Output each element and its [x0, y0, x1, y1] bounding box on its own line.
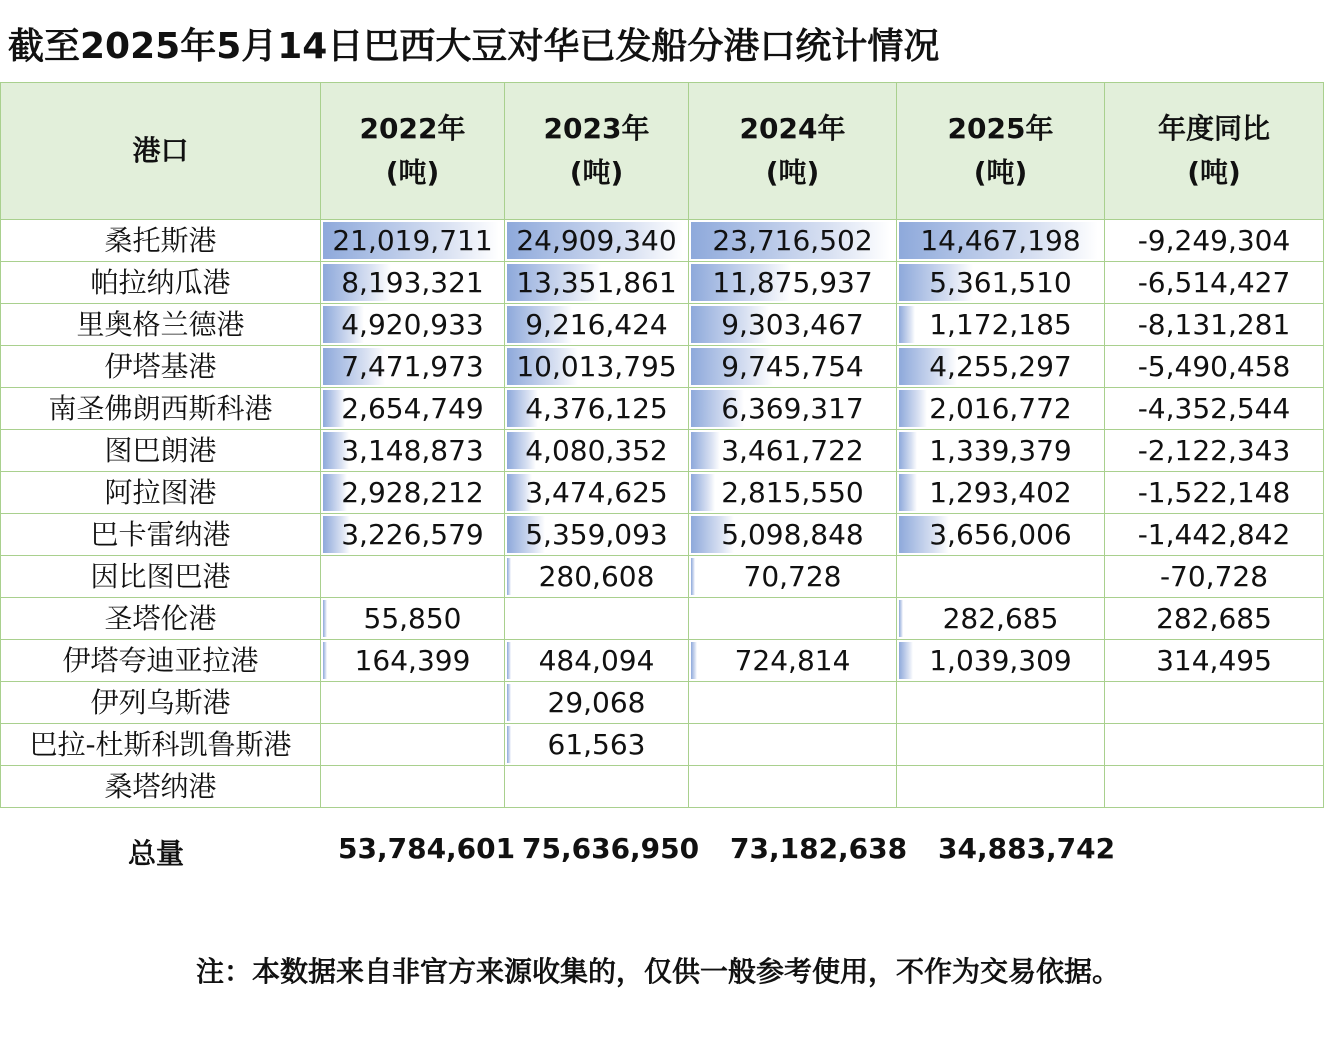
cell-y2025 — [897, 472, 1105, 514]
cell-y2022 — [321, 304, 505, 346]
cell-value: 8,193,321 — [341, 266, 484, 299]
cell-y2023 — [505, 766, 689, 808]
header-row — [1, 83, 1324, 220]
data-bar — [899, 600, 903, 637]
header-yoy: 年度同比 (吨) — [1105, 83, 1324, 220]
table-row — [1, 556, 1324, 598]
port-name: 伊塔夸迪亚拉港 — [1, 640, 321, 682]
cell-yoy: -70,728 — [1105, 556, 1324, 598]
cell-y2024 — [689, 556, 897, 598]
cell-y2025 — [897, 346, 1105, 388]
cell-y2024 — [689, 724, 897, 766]
cell-y2023 — [505, 724, 689, 766]
cell-value: 280,608 — [538, 560, 655, 593]
data-bar — [507, 558, 511, 595]
cell-yoy: -8,131,281 — [1105, 304, 1324, 346]
table-row — [1, 766, 1324, 808]
cell-yoy: -1,442,842 — [1105, 514, 1324, 556]
cell-y2024 — [689, 388, 897, 430]
cell-y2022 — [321, 388, 505, 430]
cell-y2025 — [897, 724, 1105, 766]
cell-yoy: 314,495 — [1105, 640, 1324, 682]
cell-y2022 — [321, 472, 505, 514]
cell-value: 2,654,749 — [341, 392, 484, 425]
cell-y2022 — [321, 682, 505, 724]
cell-value: 23,716,502 — [712, 224, 873, 257]
cell-yoy: -5,490,458 — [1105, 346, 1324, 388]
cell-y2024 — [689, 766, 897, 808]
table-row — [1, 724, 1324, 766]
table-row — [1, 472, 1324, 514]
table-row — [1, 304, 1324, 346]
data-bar — [899, 306, 915, 343]
cell-y2025 — [897, 640, 1105, 682]
data-bar — [507, 642, 511, 679]
total-2022: 53,784,601 — [338, 832, 516, 865]
totals-row — [0, 832, 1323, 876]
cell-y2023 — [505, 472, 689, 514]
cell-value: 9,216,424 — [525, 308, 668, 341]
cell-value: 1,293,402 — [929, 476, 1072, 509]
cell-value: 4,255,297 — [929, 350, 1072, 383]
cell-value: 1,039,309 — [929, 644, 1072, 677]
port-name: 里奥格兰德港 — [1, 304, 321, 346]
cell-y2024 — [689, 304, 897, 346]
port-name: 圣塔伦港 — [1, 598, 321, 640]
data-bar — [899, 642, 913, 679]
cell-value: 5,361,510 — [929, 266, 1072, 299]
cell-y2024 — [689, 598, 897, 640]
data-bar — [507, 684, 511, 721]
data-bar — [507, 726, 511, 763]
port-name: 阿拉图港 — [1, 472, 321, 514]
table-row — [1, 640, 1324, 682]
total-2023: 75,636,950 — [522, 832, 700, 865]
cell-value: 13,351,861 — [516, 266, 677, 299]
cell-value: 9,745,754 — [721, 350, 864, 383]
port-name: 因比图巴港 — [1, 556, 321, 598]
cell-value: 6,369,317 — [721, 392, 864, 425]
cell-y2022 — [321, 346, 505, 388]
cell-y2022 — [321, 640, 505, 682]
cell-y2022 — [321, 724, 505, 766]
cell-value: 9,303,467 — [721, 308, 864, 341]
cell-y2024 — [689, 430, 897, 472]
cell-y2023 — [505, 556, 689, 598]
port-statistics-table — [0, 82, 1324, 808]
data-bar — [899, 390, 927, 427]
page-title: 截至2025年5月14日巴西大豆对华已发船分港口统计情况 — [8, 26, 940, 67]
cell-value: 4,376,125 — [525, 392, 668, 425]
cell-y2025 — [897, 682, 1105, 724]
cell-y2024 — [689, 220, 897, 262]
table-row — [1, 220, 1324, 262]
cell-y2024 — [689, 472, 897, 514]
cell-y2024 — [689, 682, 897, 724]
cell-value: 21,019,711 — [332, 224, 493, 257]
header-2025: 2025年 (吨) — [897, 83, 1105, 220]
header-port: 港口 — [1, 83, 321, 220]
cell-yoy — [1105, 724, 1324, 766]
cell-value: 2,016,772 — [929, 392, 1072, 425]
cell-y2025 — [897, 766, 1105, 808]
cell-value: 2,815,550 — [721, 476, 864, 509]
header-2022: 2022年 (吨) — [321, 83, 505, 220]
cell-y2023 — [505, 514, 689, 556]
port-name: 南圣佛朗西斯科港 — [1, 388, 321, 430]
cell-y2024 — [689, 262, 897, 304]
cell-value: 3,656,006 — [929, 518, 1072, 551]
cell-y2023 — [505, 388, 689, 430]
cell-y2024 — [689, 514, 897, 556]
cell-value: 2,928,212 — [341, 476, 484, 509]
table-row — [1, 262, 1324, 304]
table-body — [1, 220, 1324, 808]
table-row — [1, 430, 1324, 472]
cell-value: 164,399 — [354, 644, 471, 677]
cell-y2025 — [897, 262, 1105, 304]
port-name: 巴拉-杜斯科凯鲁斯港 — [1, 724, 321, 766]
cell-value: 3,461,722 — [721, 434, 864, 467]
data-bar — [899, 432, 917, 469]
cell-yoy: -1,522,148 — [1105, 472, 1324, 514]
cell-y2023 — [505, 640, 689, 682]
disclaimer-note: 注：本数据来自非官方来源收集的，仅供一般参考使用，不作为交易依据。 — [196, 955, 1121, 988]
cell-value: 70,728 — [743, 560, 842, 593]
port-name: 伊塔基港 — [1, 346, 321, 388]
table-row — [1, 598, 1324, 640]
cell-value: 14,467,198 — [920, 224, 1081, 257]
cell-value: 3,226,579 — [341, 518, 484, 551]
cell-yoy: -6,514,427 — [1105, 262, 1324, 304]
port-name: 桑托斯港 — [1, 220, 321, 262]
cell-value: 3,148,873 — [341, 434, 484, 467]
cell-y2023 — [505, 262, 689, 304]
cell-y2024 — [689, 640, 897, 682]
port-name: 帕拉纳瓜港 — [1, 262, 321, 304]
cell-y2022 — [321, 262, 505, 304]
cell-value: 11,875,937 — [712, 266, 873, 299]
data-bar — [691, 432, 720, 469]
cell-value: 29,068 — [547, 686, 646, 719]
port-name: 巴卡雷纳港 — [1, 514, 321, 556]
cell-value: 4,920,933 — [341, 308, 484, 341]
table-row — [1, 388, 1324, 430]
cell-value: 24,909,340 — [516, 224, 677, 257]
cell-yoy: -9,249,304 — [1105, 220, 1324, 262]
port-name: 伊列乌斯港 — [1, 682, 321, 724]
cell-value: 4,080,352 — [525, 434, 668, 467]
cell-y2023 — [505, 304, 689, 346]
cell-value: 724,814 — [734, 644, 851, 677]
data-bar — [691, 558, 695, 595]
cell-value: 3,474,625 — [525, 476, 668, 509]
cell-y2023 — [505, 598, 689, 640]
cell-value: 7,471,973 — [341, 350, 484, 383]
cell-value: 5,098,848 — [721, 518, 864, 551]
cell-y2022 — [321, 514, 505, 556]
table-row — [1, 514, 1324, 556]
totals-label: 总量 — [128, 837, 185, 870]
total-2025: 34,883,742 — [938, 832, 1116, 865]
data-bar — [691, 642, 697, 679]
cell-yoy: 282,685 — [1105, 598, 1324, 640]
cell-y2025 — [897, 304, 1105, 346]
cell-value: 282,685 — [942, 602, 1059, 635]
cell-y2023 — [505, 346, 689, 388]
data-bar — [323, 600, 327, 637]
cell-y2023 — [505, 430, 689, 472]
cell-y2023 — [505, 682, 689, 724]
data-bar — [323, 642, 327, 679]
cell-y2023 — [505, 220, 689, 262]
cell-y2025 — [897, 514, 1105, 556]
table-row — [1, 346, 1324, 388]
cell-value: 10,013,795 — [516, 350, 677, 383]
cell-value: 61,563 — [547, 728, 646, 761]
cell-yoy — [1105, 682, 1324, 724]
cell-yoy: -2,122,343 — [1105, 430, 1324, 472]
cell-y2022 — [321, 430, 505, 472]
cell-value: 55,850 — [363, 602, 462, 635]
cell-y2025 — [897, 556, 1105, 598]
cell-value: 5,359,093 — [525, 518, 668, 551]
cell-value: 1,339,379 — [929, 434, 1072, 467]
header-2024: 2024年 (吨) — [689, 83, 897, 220]
total-2024: 73,182,638 — [730, 832, 908, 865]
cell-yoy: -4,352,544 — [1105, 388, 1324, 430]
port-name: 图巴朗港 — [1, 430, 321, 472]
data-bar — [691, 474, 715, 511]
table-row — [1, 682, 1324, 724]
cell-value: 1,172,185 — [929, 308, 1072, 341]
cell-y2022 — [321, 598, 505, 640]
cell-yoy — [1105, 766, 1324, 808]
cell-y2022 — [321, 220, 505, 262]
data-bar — [899, 474, 917, 511]
cell-y2024 — [689, 346, 897, 388]
cell-y2022 — [321, 766, 505, 808]
cell-y2025 — [897, 220, 1105, 262]
port-name: 桑塔纳港 — [1, 766, 321, 808]
header-2023: 2023年 (吨) — [505, 83, 689, 220]
cell-y2022 — [321, 556, 505, 598]
cell-y2025 — [897, 388, 1105, 430]
cell-y2025 — [897, 430, 1105, 472]
cell-y2025 — [897, 598, 1105, 640]
cell-value: 484,094 — [538, 644, 655, 677]
